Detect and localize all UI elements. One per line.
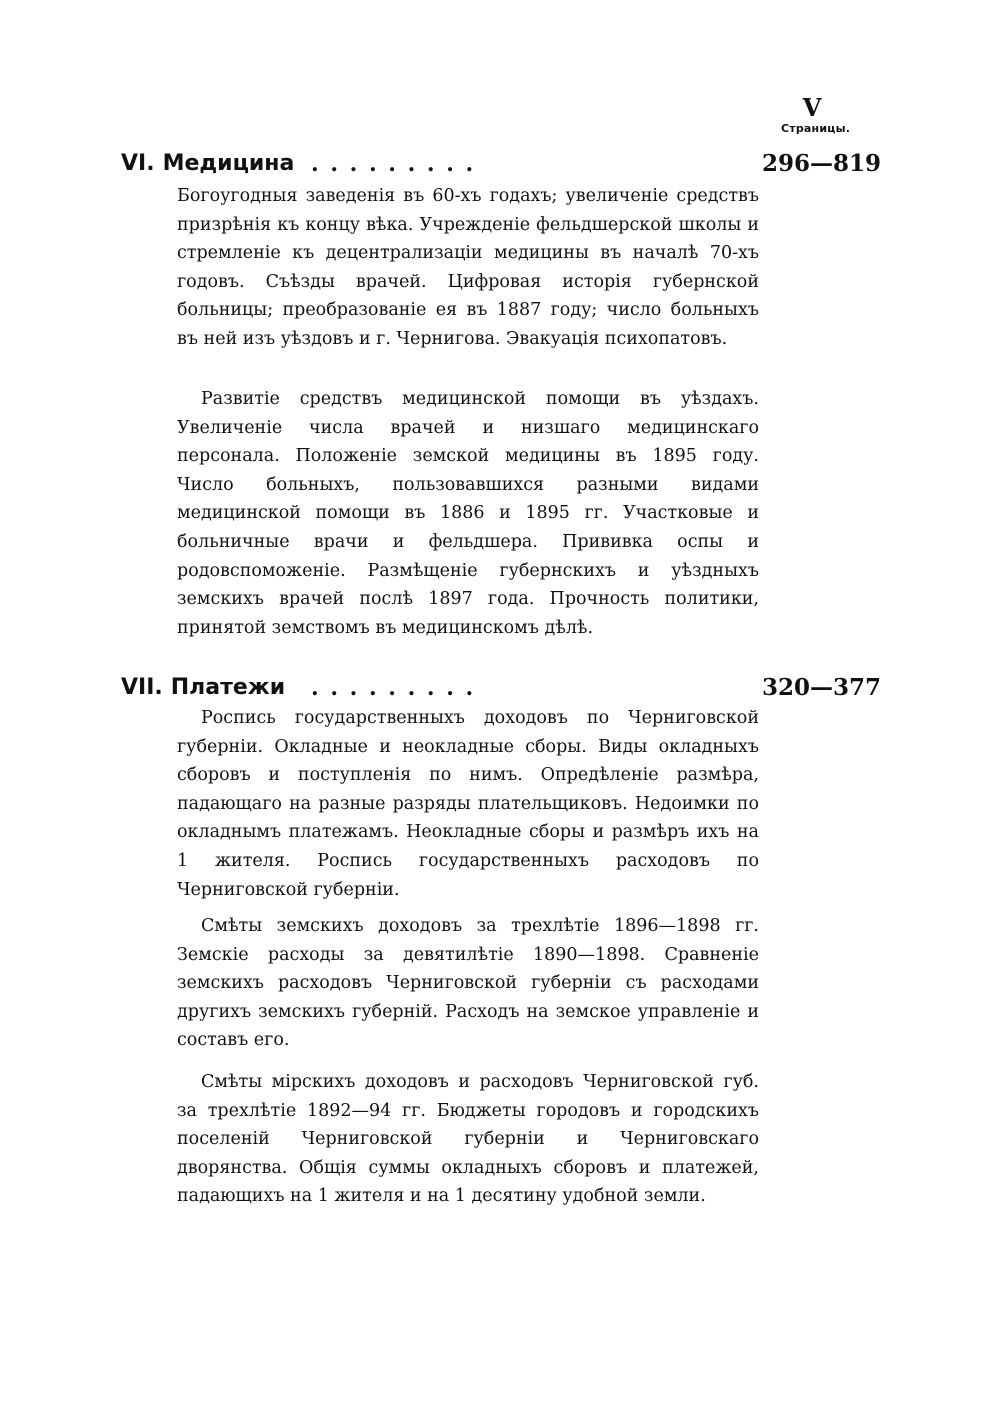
section-number: VII. bbox=[121, 675, 163, 700]
section-paragraph: Смѣты мірскихъ доходовъ и расходовъ Черниговской губ. за трехлѣтіе 1892—94 гг. Бюджеты городовъ и городскихъ поселеній Черниговской губерніи и Черниговскаго дворянства. Общія суммы окладныхъ сборовъ и платежей, падающихъ на 1 жителя и на 1 десятину удобной земли. bbox=[177, 1072, 759, 1207]
section-paragraph: Смѣты земскихъ доходовъ за трехлѣтіе 1896—1898 гг. Земскіе расходы за девятилѣтіе 1890—1898. Сравненіе земскихъ расходовъ Черниговской губерніи съ расходами другихъ земскихъ губерній. Расходъ на земское управленіе и составъ его. bbox=[177, 916, 759, 1051]
section-page-range: 296—819 bbox=[761, 150, 881, 177]
page-number: V bbox=[802, 93, 822, 122]
leader-dots: . . . . . . . . . bbox=[311, 151, 476, 177]
leader-dots: . . . . . . . . . bbox=[311, 675, 476, 701]
section-number: VI. bbox=[121, 151, 155, 176]
section-heading bbox=[121, 673, 881, 703]
section-title: Платежи bbox=[170, 675, 286, 700]
section-paragraph: Богоугодныя заведенія въ 60-хъ годахъ; увеличеніе средствъ призрѣнія къ концу вѣка. Учрежденіе фельдшерской школы и стремленіе къ децентрализаціи медицины въ началѣ 70-хъ годовъ. Съѣзды врачей. Цифровая исторія губернской больницы; преобразованіе ея въ 1887 году; число больныхъ въ ней изъ уѣздовъ и г. Чернигова. Эвакуація психопатовъ. bbox=[177, 186, 759, 349]
section-page-range: 320—377 bbox=[761, 674, 881, 701]
section-paragraph: Развитіе средствъ медицинской помощи въ уѣздахъ. Увеличеніе числа врачей и низшаго медицинскаго персонала. Положеніе земской медицины въ 1895 году. Число больныхъ, пользовавшихся разными видами медицинской помощи въ 1886 и 1895 гг. Участковые и больничные врачи и фельдшера. Прививка оспы и родовспоможеніе. Размѣщеніе губернскихъ и уѣздныхъ земскихъ врачей послѣ 1897 года. Прочность политики, принятой земствомъ въ медицинскомъ дѣлѣ. bbox=[177, 389, 759, 638]
section-heading bbox=[121, 149, 881, 179]
pages-column-label: Страницы. bbox=[781, 122, 851, 135]
section-paragraph: Роспись государственныхъ доходовъ по Черниговской губерніи. Окладные и неокладные сборы. Виды окладныхъ сборовъ и поступленія по нимъ. Опредѣленіе размѣра, падающаго на разные разряды плательщиковъ. Недоимки по окладнымъ платежамъ. Неокладные сборы и размѣръ ихъ на 1 жителя. Роспись государственныхъ расходовъ по Черниговской губерніи. bbox=[177, 708, 759, 900]
section-title: Медицина bbox=[162, 151, 295, 176]
